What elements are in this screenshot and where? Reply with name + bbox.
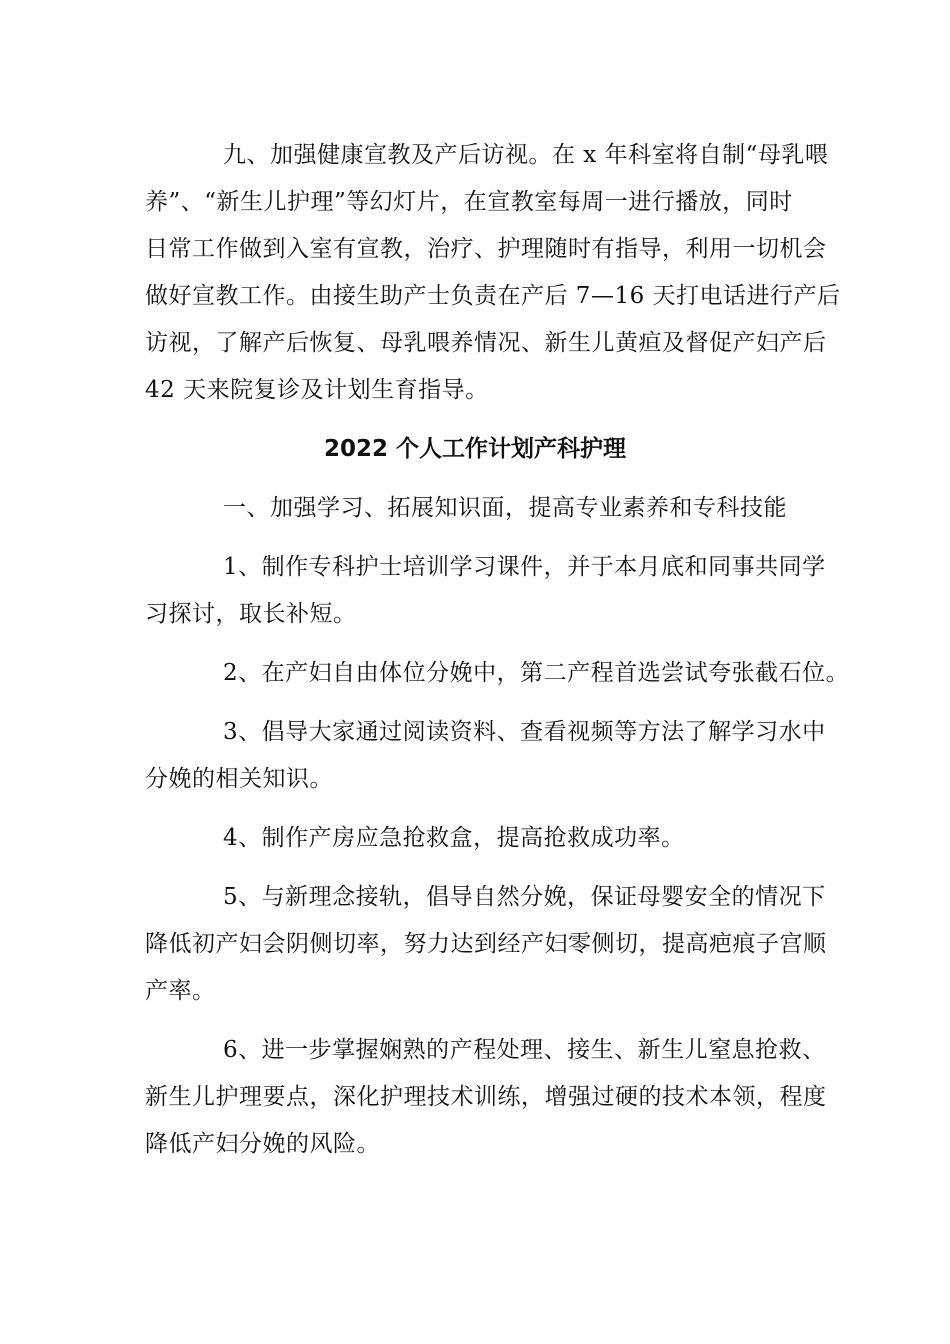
text-line: 访视，了解产后恢复、母乳喂养情况、新生儿黄疸及督促产妇产后 — [145, 330, 827, 356]
text-line: 养”、“新生儿护理”等幻灯片，在宣教室每周一进行播放，同时 — [145, 189, 793, 215]
paragraph-item-3 — [145, 709, 826, 803]
text-line: 习探讨，取长补短。 — [145, 601, 357, 627]
text-line: 42 天来院复诊及计划生育指导。 — [145, 377, 489, 403]
paragraph-item-4 — [145, 815, 805, 862]
text-line: 一、加强学习、拓展知识面，提高专业素养和专科技能 — [223, 495, 787, 521]
text-line: 2、在产妇自由体位分娩中，第二产程首选尝试夸张截石位。 — [223, 660, 850, 686]
text-line: 产率。 — [145, 978, 216, 1004]
text-line: 降低产妇分娩的风险。 — [145, 1131, 380, 1157]
text-line: 6、进一步掌握娴熟的产程处理、接生、新生儿窒息抢救、 — [223, 1037, 826, 1063]
paragraph-item-6 — [145, 1027, 827, 1168]
text-line: 分娩的相关知识。 — [145, 766, 333, 792]
paragraph-health-education — [145, 132, 841, 414]
paragraph-item-5 — [145, 874, 827, 1015]
text-line: 九、加强健康宣教及产后访视。在 x 年科室将自制“母乳喂 — [223, 142, 829, 168]
text-line: 4、制作产房应急抢救盒，提高抢救成功率。 — [223, 825, 685, 851]
text-line: 降低初产妇会阴侧切率，努力达到经产妇零侧切，提高疤痕子宫顺 — [145, 931, 827, 957]
text-line: 1、制作专科护士培训学习课件，并于本月底和同事共同学 — [223, 554, 826, 580]
text-line: 3、倡导大家通过阅读资料、查看视频等方法了解学习水中 — [223, 719, 826, 745]
text-line: 5、与新理念接轨，倡导自然分娩，保证母婴安全的情况下 — [223, 884, 826, 910]
document-body — [145, 132, 850, 1180]
text-line: 新生儿护理要点，深化护理技术训练，增强过硬的技术本领，程度 — [145, 1084, 827, 1110]
text-line: 做好宣教工作。由接生助产士负责在产后 7—16 天打电话进行产后 — [145, 283, 841, 309]
paragraph-item-1 — [145, 544, 826, 638]
paragraph-item-2 — [145, 650, 850, 697]
section-title: 2022 个人工作计划产科护理 — [323, 436, 627, 462]
paragraph-heading-one — [145, 485, 805, 532]
text-line: 日常工作做到入室有宣教，治疗、护理随时有指导，利用一切机会 — [145, 236, 827, 262]
